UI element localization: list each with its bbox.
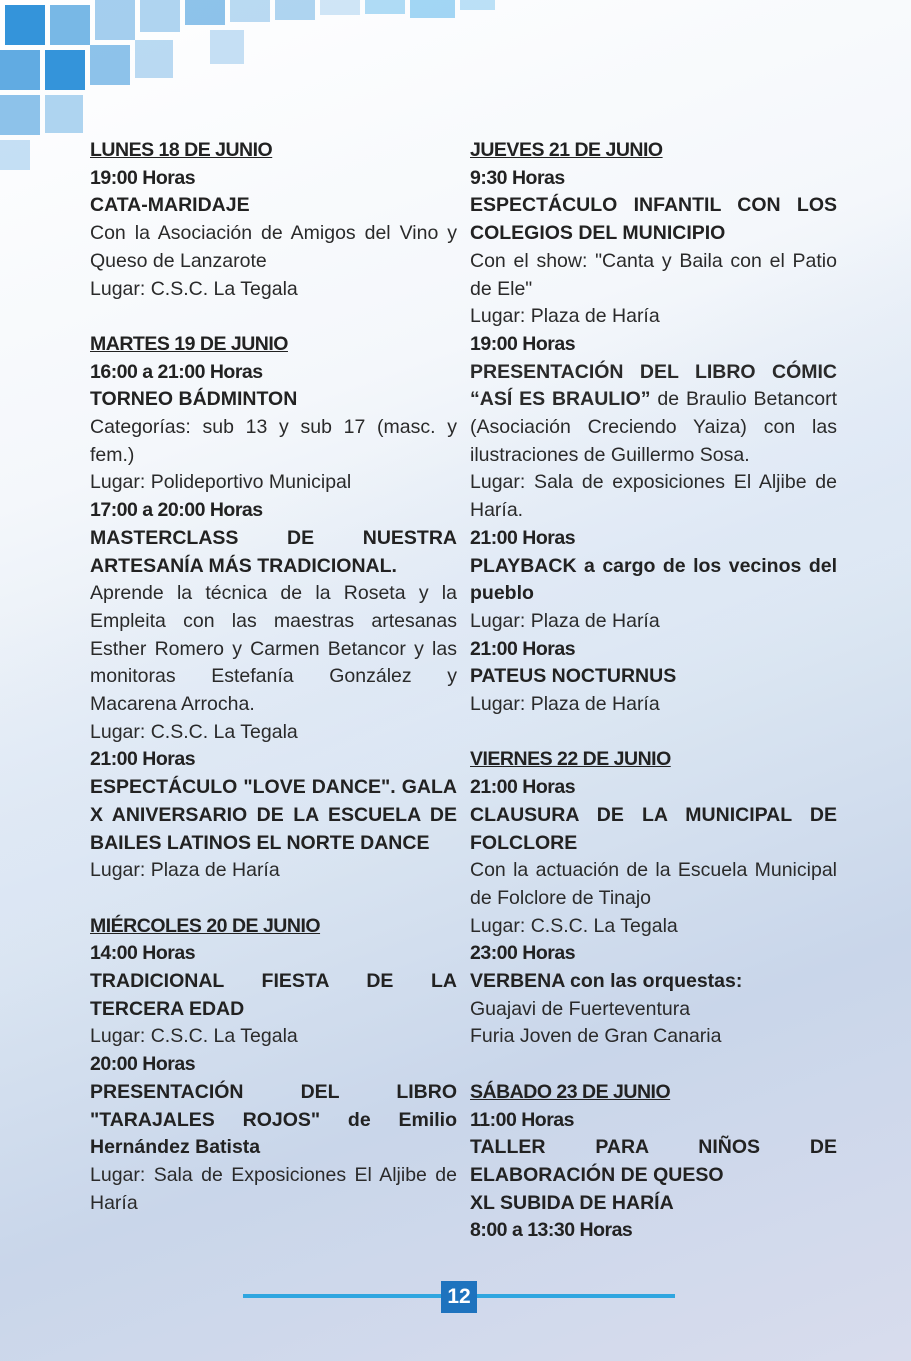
event-time: 11:00 Horas bbox=[470, 1108, 574, 1131]
event-time: 21:00 Horas bbox=[470, 776, 576, 799]
event-description: Categorías: sub 13 y sub 17 (masc. y fem.) bbox=[90, 416, 457, 466]
event-place: Lugar: C.S.C. La Tegala bbox=[90, 720, 298, 743]
event-description: Con la actuación de la Escuela Municipal de Folclore de Tinajo bbox=[470, 859, 837, 909]
event-time: 21:00 Horas bbox=[470, 526, 576, 549]
event-place: Lugar: Sala de Exposiciones El Aljibe de Haría bbox=[90, 1163, 457, 1214]
event-title: CLAUSURA DE LA MUNICIPAL DE FOLCLORE bbox=[470, 803, 837, 854]
event-title: TORNEO BÁDMINTON bbox=[90, 388, 298, 411]
event-title: CATA-MARIDAJE bbox=[90, 194, 250, 217]
event-time: 8:00 a 13:30 Horas bbox=[470, 1219, 633, 1242]
orchestra-name: Furia Joven de Gran Canaria bbox=[470, 1025, 722, 1048]
event-place: Lugar: Plaza de Haría bbox=[90, 859, 280, 882]
event-description: de Braulio Betancort (Asociación Creciendo Yaiza) con las ilustraciones de Guillermo Sosa. bbox=[470, 388, 837, 466]
day-heading: MIÉRCOLES 20 DE JUNIO bbox=[90, 914, 321, 937]
event-place: Lugar: Plaza de Haría bbox=[470, 609, 660, 632]
event-time: 19:00 Horas bbox=[470, 332, 576, 355]
event-time: 17:00 a 20:00 Horas bbox=[90, 499, 263, 522]
event-title: MASTERCLASS DE NUESTRA ARTESANÍA MÁS TRADICIONAL. bbox=[90, 526, 457, 577]
event-time: 20:00 Horas bbox=[90, 1053, 196, 1076]
event-title: XL SUBIDA DE HARÍA bbox=[470, 1191, 674, 1214]
day-heading: JUEVES 21 DE JUNIO bbox=[470, 139, 663, 161]
event-description: Con la Asociación de Amigos del Vino y Queso de Lanzarote bbox=[90, 222, 457, 272]
event-place: Lugar: C.S.C. La Tegala bbox=[470, 914, 678, 937]
event-time: 16:00 a 21:00 Horas bbox=[90, 360, 263, 383]
day-heading: VIERNES 22 DE JUNIO bbox=[470, 748, 671, 771]
event-place: Lugar: Sala de exposiciones El Aljibe de Haría. bbox=[470, 471, 837, 522]
event-place: Lugar: Polideportivo Municipal bbox=[90, 471, 352, 494]
day-heading: LUNES 18 DE JUNIO bbox=[90, 139, 273, 161]
right-column bbox=[470, 137, 837, 1245]
event-title: PLAYBACK a cargo de los vecinos del pueblo bbox=[470, 554, 837, 605]
event-title: ESPECTÁCULO INFANTIL CON LOS COLEGIOS DEL MUNICIPIO bbox=[470, 194, 837, 245]
event-title: PRESENTACIÓN DEL LIBRO "TARAJALES ROJOS" de Emilio Hernández Batista bbox=[90, 1080, 457, 1159]
left-column bbox=[90, 137, 457, 1217]
event-place: Lugar: Plaza de Haría bbox=[470, 305, 660, 328]
event-title: PATEUS NOCTURNUS bbox=[470, 665, 677, 688]
event-place: Lugar: C.S.C. La Tegala bbox=[90, 277, 298, 300]
event-time: 21:00 Horas bbox=[90, 748, 196, 771]
event-title: PRESENTACIÓN DEL LIBRO CÓMIC “ASÍ ES BRAULIO” bbox=[470, 360, 837, 411]
day-heading: SÁBADO 23 DE JUNIO bbox=[470, 1080, 671, 1103]
event-description: Con el show: "Canta y Baila con el Patio de Ele" bbox=[470, 249, 837, 300]
event-title: ESPECTÁCULO "LOVE DANCE". GALA X ANIVERSARIO DE LA ESCUELA DE BAILES LATINOS EL NORTE DANCE bbox=[90, 776, 457, 854]
orchestra-name: Guajavi de Fuerteventura bbox=[470, 997, 691, 1020]
event-place: Lugar: Plaza de Haría bbox=[470, 693, 660, 716]
event-time: 9:30 Horas bbox=[470, 166, 565, 189]
event-title: TALLER PARA NIÑOS DE ELABORACIÓN DE QUESO bbox=[470, 1136, 837, 1186]
event-block bbox=[470, 359, 837, 470]
event-place: Lugar: C.S.C. La Tegala bbox=[90, 1025, 298, 1048]
page-number: 12 bbox=[441, 1281, 477, 1313]
event-title: TRADICIONAL FIESTA DE LA TERCERA EDAD bbox=[90, 970, 457, 1020]
event-time: 21:00 Horas bbox=[470, 637, 576, 660]
event-title: VERBENA con las orquestas: bbox=[470, 970, 743, 993]
event-time: 23:00 Horas bbox=[470, 942, 576, 965]
event-time: 14:00 Horas bbox=[90, 942, 196, 965]
event-time: 19:00 Horas bbox=[90, 166, 196, 189]
event-description: Aprende la técnica de la Roseta y la Empleita con las maestras artesanas Esther Romero y Carmen Betancor y las monitoras Estefanía González y Macarena Arrocha. bbox=[90, 582, 457, 716]
day-heading: MARTES 19 DE JUNIO bbox=[90, 332, 288, 355]
